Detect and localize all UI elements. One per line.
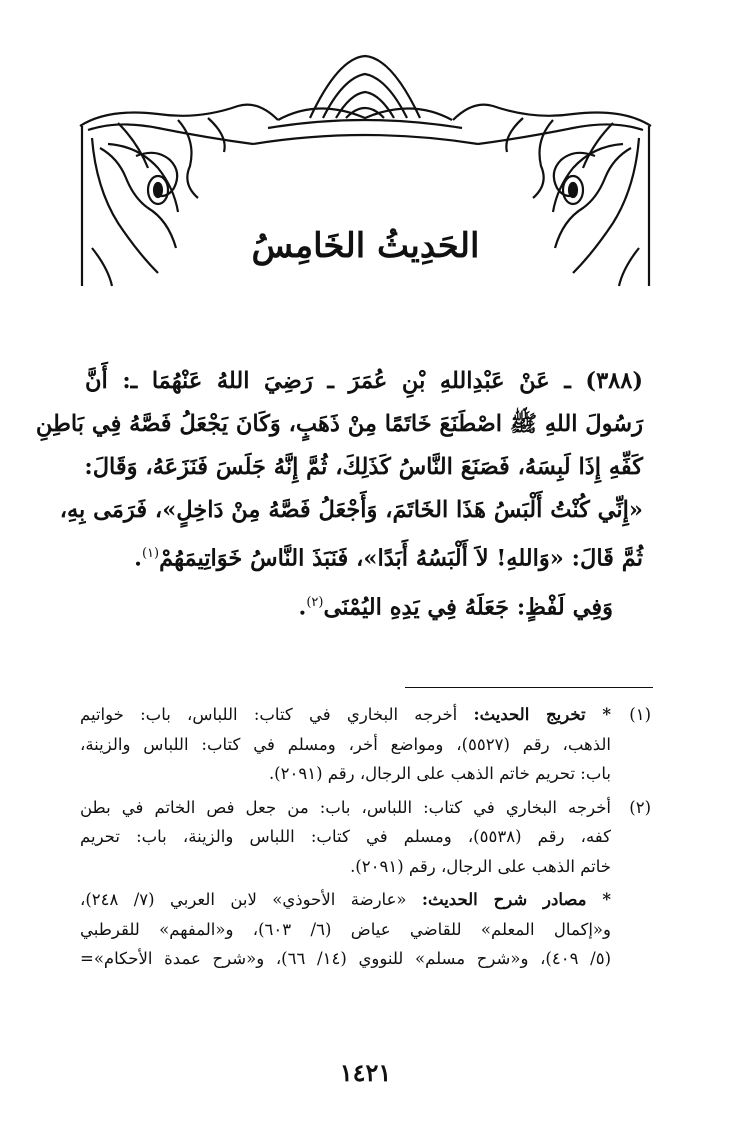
- footnote-row-text: أخرجه البخاري في كتاب: اللباس، باب: خواتيم: [80, 705, 458, 724]
- sources-row: و«إكمال المعلم» للقاضي عياض (٦/ ٦٠٣)، و«المفهم» للقرطبي: [80, 919, 611, 939]
- hadith-line-1: (٣٨٨) ـ عَنْ عَبْدِاللهِ بْنِ عُمَرَ ـ رَضِيَ اللهُ عَنْهُمَا ـ: أَنَّ: [85, 368, 643, 394]
- hadith-text: [35, 360, 643, 629]
- footnote-body: [80, 793, 611, 882]
- hadith-line-5-text: ثُمَّ قَالَ: «وَاللهِ! لاَ أَلْبَسُهُ أَبَدًا»، فَنَبَذَ النَّاسُ خَوَاتِيمَهُمْ: [159, 545, 643, 572]
- footnote-1: [80, 700, 651, 789]
- sources-row-text: «عارضة الأحوذي» لابن العربي (٧/ ٢٤٨)،: [80, 890, 407, 909]
- variant-wording: [85, 581, 643, 630]
- footnote-body: [80, 700, 611, 789]
- page-number: ١٤٢١: [339, 1058, 392, 1087]
- footnote-row: [80, 700, 611, 730]
- hadith-line-4: «إِنِّي كُنْتُ أَلْبَسُ هَذَا الخَاتَمَ، وَأَجْعَلُ فَصَّهُ مِنْ دَاخِلٍ»، فَرَمَى بِهِ،: [59, 497, 643, 523]
- footnote-ref-1[interactable]: (١): [141, 546, 160, 561]
- variant-text: وَفِي لَفْظٍ: جَعَلَهُ فِي يَدِهِ اليُمْنَى: [323, 594, 613, 620]
- section-title: الحَدِيثُ الخَامِسُ: [251, 226, 480, 266]
- footnote-row: الذهب، رقم (٥٥٢٧)، ومواضع أخر، ومسلم في كتاب: اللباس والزينة،: [80, 734, 612, 754]
- variant-end: .: [298, 594, 307, 620]
- footnote-number: (١): [629, 705, 651, 724]
- footnote-number: (٢): [629, 797, 651, 817]
- sources-row: (٥/ ٤٠٩)، و«شرح مسلم» للنووي (١٤/ ٦٦)، و«شرح عمدة الأحكام»=: [80, 949, 612, 968]
- footnote-row: كفه، رقم (٥٥٣٨)، ومسلم في كتاب: اللباس والزينة، باب: تحريم: [80, 827, 611, 846]
- footnote-ref-2[interactable]: (٢): [306, 594, 324, 610]
- footnote-row: باب: تحريم خاتم الذهب على الرجال، رقم (٢٠٩١).: [268, 764, 611, 783]
- footnote-divider: [405, 687, 653, 688]
- sources-body: [80, 885, 611, 974]
- commentary-sources: [80, 885, 651, 974]
- footnote-row: أخرجه البخاري في كتاب: اللباس، باب: من جعل فص الخاتم في بطن: [80, 797, 611, 817]
- footnote-2: [80, 793, 651, 882]
- hadith-line-3: كَفِّهِ إِذَا لَبِسَهُ، فَصَنَعَ النَّاسُ كَذَلِكَ، ثُمَّ إِنَّهُ جَلَسَ فَنَزَعَهُ، وَقَالَ:: [84, 454, 643, 480]
- footnote-row: خاتم الذهب على الرجال، رقم (٢٠٩١).: [350, 856, 611, 876]
- hadith-line-5: ثُمَّ قَالَ: «وَاللهِ! لاَ أَلْبَسُهُ أَبَدًا»، فَنَبَذَ النَّاسُ خَوَاتِيمَهُمْ$^{(١)}$.: [134, 545, 643, 572]
- hadith-line-2: رَسُولَ اللهِ ﷺ اصْطَنَعَ خَاتَمًا مِنْ ذَهَبٍ، وَكَانَ يَجْعَلُ فَصَّهُ فِي بَاطِنِ: [35, 411, 643, 437]
- sources-lead: * مصادر شرح الحديث:: [421, 890, 612, 909]
- sources-row: [80, 885, 611, 915]
- footnotes: [80, 700, 651, 978]
- footnote-lead: * تخريج الحديث:: [473, 705, 611, 724]
